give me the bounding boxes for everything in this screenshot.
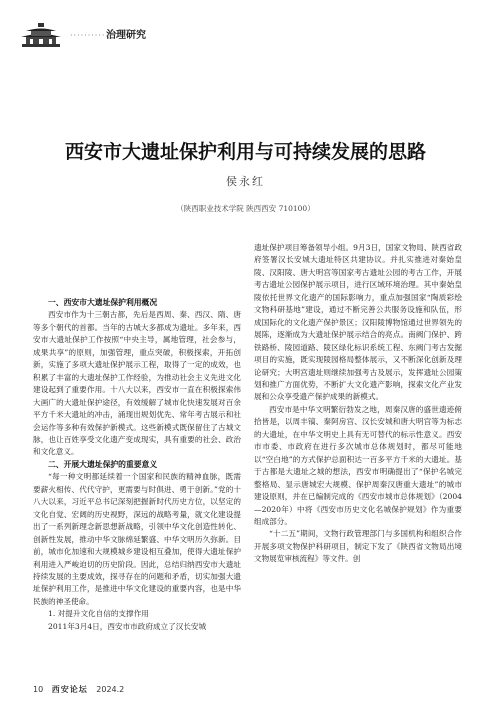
section-name: 治理研究 — [106, 30, 146, 41]
page-number: 10 — [33, 685, 44, 694]
article-title: 西安市大遗址保护利用与可持续发展的思路 — [64, 141, 426, 163]
right-column — [254, 242, 462, 566]
body-paragraph: “十二五”期间，文物行政管理部门与多国机构和组织合作开展多项文物保护科研项目，制定下发了《陕西省文物局出境文物展览审核流程》等文件。创 — [254, 529, 462, 564]
page-header — [20, 22, 160, 48]
body-paragraph: 西安市是中华文明繁衍勃发之地，周秦汉唐的盛世遗迹俯拾皆是，以周丰镐、秦阿房宫、汉长安城和唐大明宫等为标志的大遗址，在中华文明史上具有无可替代的标示性意义。西安市市委、市政府在进行多次城市总体规划时，都尽可能地以“空白地”的方式保护总面积达一百多平方千米的大遗址。基于古都是大遗址之城的想法，西安市明确提出了“保护名城完整格局、显示唐城宏大规模、保护周秦汉唐重大遗址”的城市建设原则，并在已编制完成的《西安市城市总体规划》（2004—2020年）中将《西安市历史文化名城保护规划》作为重要组成部分。 — [254, 404, 462, 526]
subheading-paragraph: 1. 对提升文化自信的支撑作用 — [48, 609, 149, 619]
body-paragraph: “每一种文明都延续着一个国家和民族的精神血脉，既需要薪火相传、代代守护，更需要与时俱进、勇于创新。”党的十八大以来，习近平总书记深刻把握新时代历史方位，以坚定的文化自觉、宏阔的历史视野，深远的战略考量，就文化建设提出了一系列新理念新思想新战略，引领中华文化创造性转化、创新性发展，推动中华文脉绵延繁盛、中华文明历久弥新。目前，城市化加速和大规模城乡建设相互叠加，使得大遗址保护利用进入严峻迫切的历史阶段。因此，总结归纳西安市大遗址持续发展的主要成效，探寻存在的问题和矛盾，切实加强大遗址保护利用工作，是推进中华文化建设的重要内容，也是中华民族的神圣使命。 — [33, 472, 241, 606]
body-paragraph: 西安市作为十三朝古都，先后是西周、秦、西汉、隋、唐等多个朝代的首都。当年的古城大多都成为遗址。多年来，西安市大遗址保护工作按照“中央主导，属地管理，社会参与，成果共享”的原则，加强管理，重点突破，积极探索，开拓创新，实施了多项大遗址保护展示工程，取得了一定的成效，也积累了丰富的大遗址保护工作经验，为推动社会主义先进文化建设起到了重要作用。十八大以来，西安市一直在积极探索伟大画广的大遗址保护途径，有效缓解了城市化快速发展对百余平方千米大遗址的冲击，涌现出规划优先、常年考古展示和社会运作等多种有效保护新模式。这些新模式既保留住了古城文脉，也让百姓享受文化遗产变成现实，具有重要的社会、政治和文化意义。 — [33, 310, 241, 457]
issue-number: 2024.2 — [96, 685, 125, 694]
article-author: 侯永红 — [226, 175, 265, 188]
body-paragraph: 2011年3月4日，西安市市政府成立了汉长安城 — [48, 621, 207, 631]
journal-name: 西安论坛 — [51, 685, 88, 694]
page-footer — [33, 685, 130, 695]
section-heading: 一、西安市大遗址保护利用概况 — [48, 298, 158, 307]
pagoda-logo-icon — [20, 22, 62, 48]
left-column — [33, 297, 241, 633]
section-heading: 二、开展大遗址保护的重要意义 — [48, 459, 158, 469]
header-dots: ·········· — [70, 31, 106, 40]
body-paragraph: 遗址保护项目筹备领导小组。9月3日，国家文物局、陕西省政府签署汉长安城大遗址特区共建协议。并扎实推进对秦始皇陵、汉阳陵、唐大明宫等国家考古遗址公园的考古工作，开展考古遗址公园保护展示项目，进行区域环境治理。其中秦始皇陵依托世界文化遗产的国际影响力，重点加强国家“陶质彩绘文物科研基地”建设，通过不断完善公共服务设施和队伍，形成国际化的文化遗产保护景区；汉阳陵博物馆通过世界领先的展陈，逐渐成为大遗址保护展示结合的亮点。南阙门保护、跨铁路桥、陵园道路、陵区绿化标识系统工程、东阙门考古发掘项目的实施，既实现陵园格局整体展示，又不断深化创新及理论研究；大明宫遗址则继续加强考古及展示，发挥遗址公园策划和推广方面优势，不断扩大文化遗产影响，探索文化产业发展和公众享受遗产保护成果的新模式。 — [254, 243, 462, 402]
author-affiliation: （陕西职业技术学院 陕西西安 710100） — [176, 204, 315, 213]
